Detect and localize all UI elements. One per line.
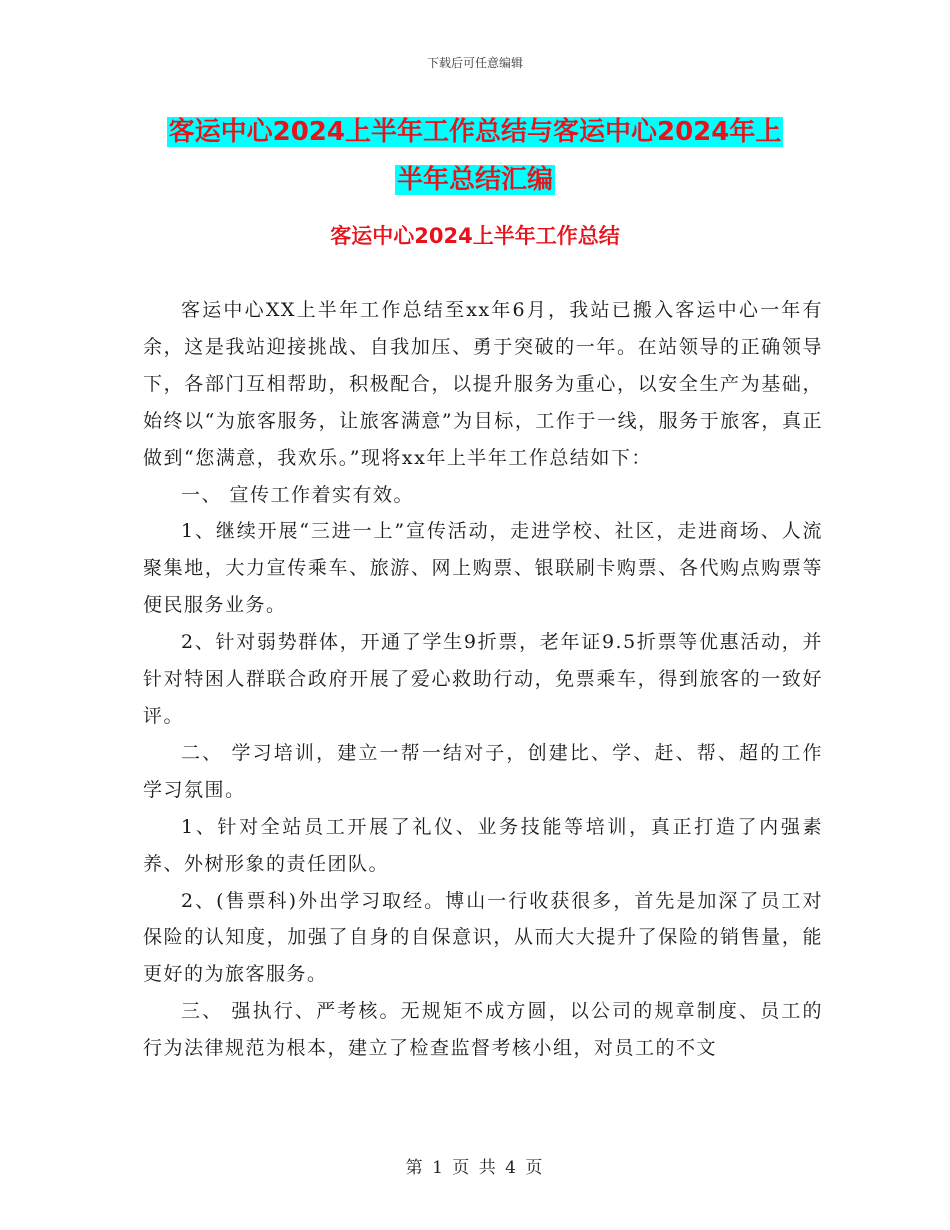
- paragraph-intro: 客运中心XX上半年工作总结至xx年6月，我站已搬入客运中心一年有余，这是我站迎接挑战、自我加压、勇于突破的一年。在站领导的正确领导下，各部门互相帮助，积极配合，以提升服务为重心，以安全生产为基础，始终以“为旅客服务，让旅客满意”为目标，工作于一线，服务于旅客，真正做到“您满意，我欢乐。”现将xx年上半年工作总结如下：: [143, 299, 823, 469]
- paragraph-heading-3: 三、 强执行、严考核。无规矩不成方圆，以公司的规章制度、员工的行为法律规范为根本，建立了检查监督考核小组，对员工的不文: [143, 1000, 823, 1060]
- document-body: [143, 292, 823, 1067]
- page-number: 第 1 页 共 4 页: [405, 1158, 545, 1178]
- paragraph-item-1-1: 1、继续开展“三进一上”宣传活动，走进学校、社区，走进商场、人流聚集地，大力宣传乘车、旅游、网上购票、银联刷卡购票、各代购点购票等便民服务业务。: [143, 520, 823, 617]
- paragraph-item-2-1: 1、针对全站员工开展了礼仪、业务技能等培训，真正打造了内强素养、外树形象的责任团队。: [143, 815, 823, 875]
- paragraph-heading-1: 一、 宣传工作着实有效。: [181, 483, 415, 506]
- paragraph-item-1-2: 2、针对弱势群体，开通了学生9折票，老年证9.5折票等优惠活动，并针对特困人群联合政府开展了爱心救助行动，免票乘车，得到旅客的一致好评。: [143, 631, 823, 727]
- page-header-note: 下载后可任意编辑: [426, 56, 523, 70]
- document-title: [0, 108, 950, 204]
- document-title-line-2: 半年总结汇编: [396, 165, 553, 195]
- document-title-line-1: 客运中心2024上半年工作总结与客运中心2024年上: [168, 117, 782, 147]
- section-title: 客运中心2024上半年工作总结: [330, 224, 620, 248]
- paragraph-item-2-2: 2、(售票科)外出学习取经。博山一行收获很多，首先是加深了员工对保险的认知度，加强了自身的自保意识，从而大大提升了保险的销售量，能更好的为旅客服务。: [143, 889, 823, 986]
- paragraph-heading-2: 二、 学习培训，建立一帮一结对子，创建比、学、赶、帮、超的工作学习氛围。: [143, 741, 823, 801]
